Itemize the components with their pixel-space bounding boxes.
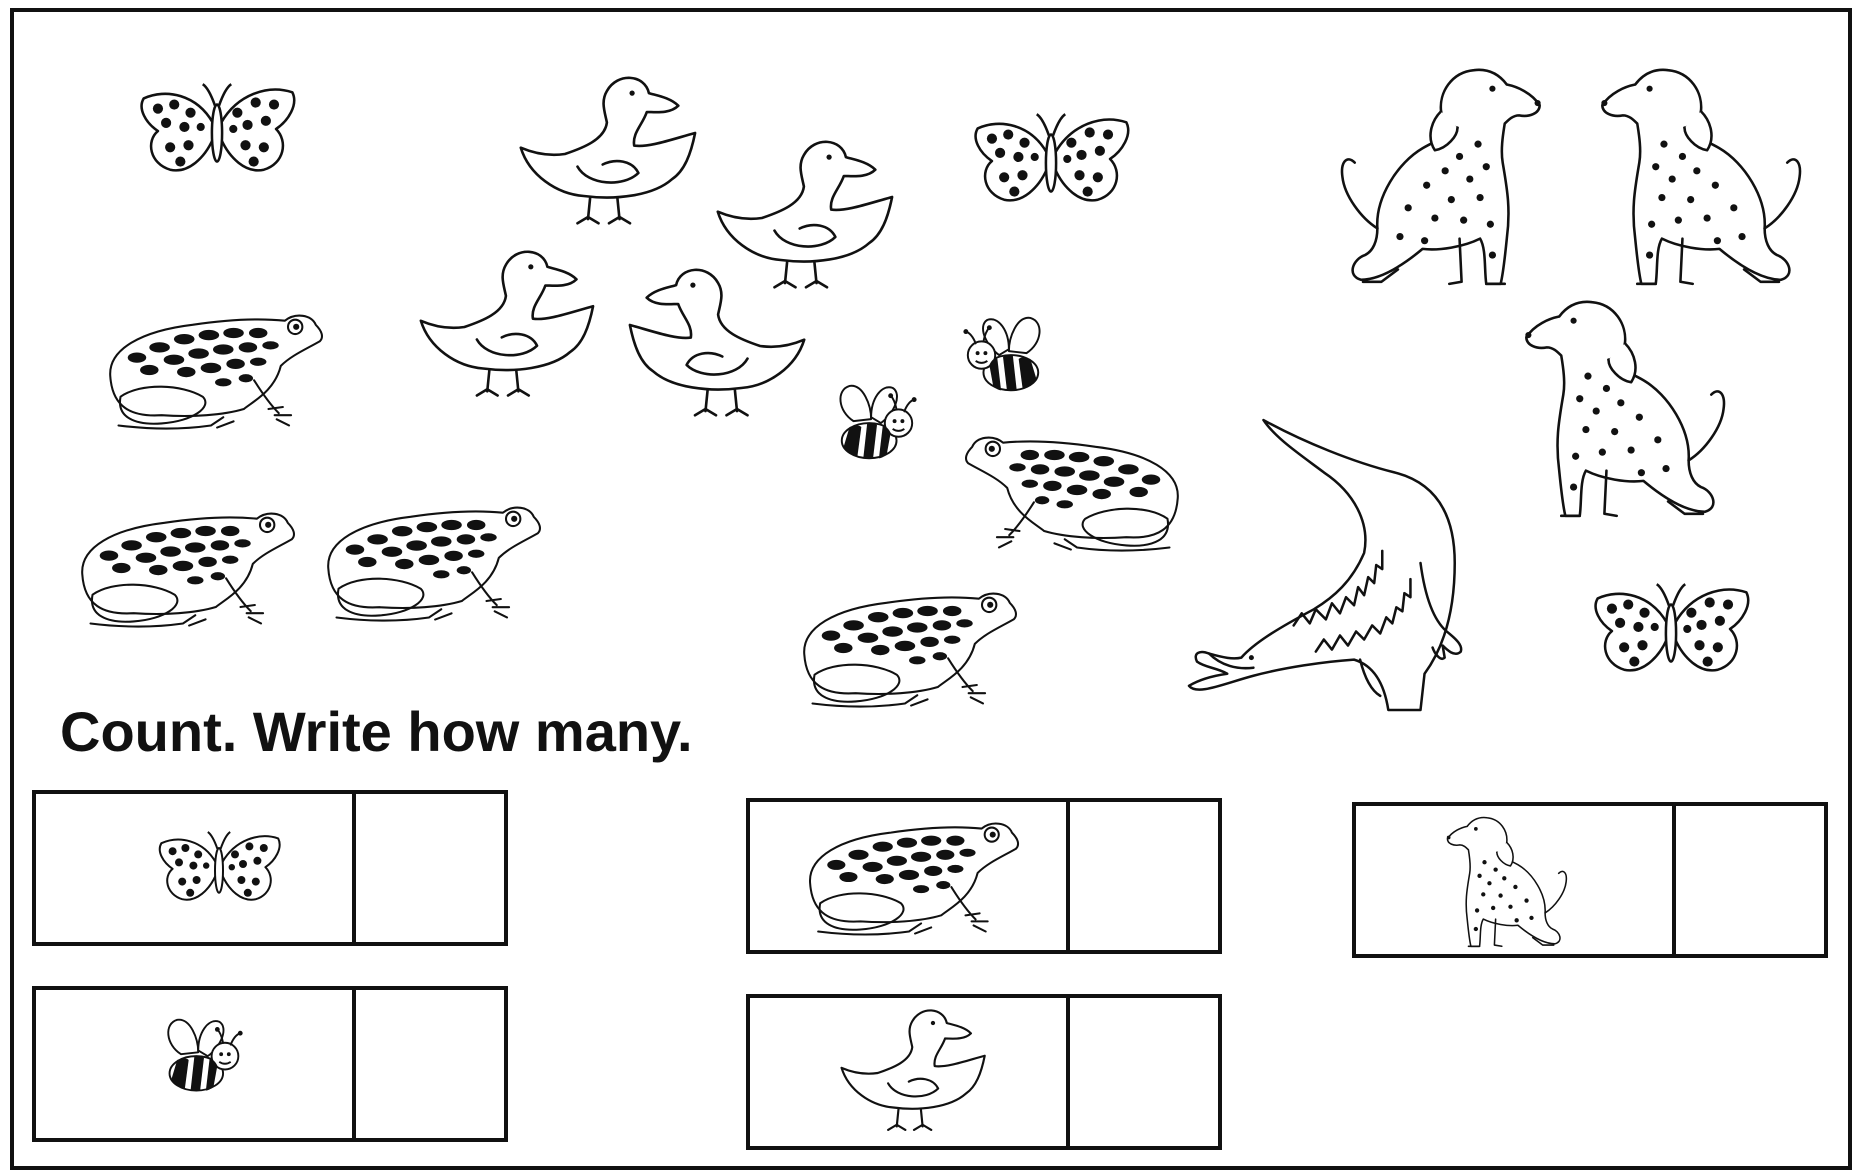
frog-icon	[962, 430, 1188, 554]
frog-icon	[794, 586, 1020, 710]
frog-icon	[72, 506, 298, 630]
frog-icon	[100, 308, 326, 432]
answer-box-butterfly	[32, 790, 508, 946]
answer-picture-cell	[750, 998, 1070, 1146]
worksheet	[10, 8, 1852, 1170]
answer-picture-cell	[1356, 806, 1676, 954]
answer-picture-cell	[36, 794, 356, 942]
butterfly-icon	[966, 104, 1136, 216]
butterfly-icon	[132, 74, 302, 186]
frog-icon	[318, 500, 544, 624]
answer-write-cell[interactable]	[1074, 802, 1218, 950]
frog-icon	[800, 812, 1022, 942]
dalmatian-dog-icon	[1438, 814, 1578, 950]
dalmatian-dog-icon	[1598, 64, 1808, 290]
duck-icon	[618, 262, 814, 430]
dalmatian-dog-icon	[1334, 64, 1544, 290]
answer-box-duck	[746, 994, 1222, 1150]
butterfly-icon	[154, 824, 284, 912]
answer-write-cell[interactable]	[360, 794, 504, 942]
bee-icon	[160, 1016, 246, 1102]
duck-icon	[510, 70, 708, 238]
duck-icon	[834, 1004, 994, 1142]
bee-icon	[832, 382, 920, 470]
bee-icon	[960, 314, 1048, 402]
crocodile-icon	[1174, 412, 1514, 714]
answer-box-dalmatian-dog	[1352, 802, 1828, 958]
answer-box-bee	[32, 986, 508, 1142]
answer-write-cell[interactable]	[1680, 806, 1824, 954]
answer-box-frog	[746, 798, 1222, 954]
answer-write-cell[interactable]	[1074, 998, 1218, 1146]
duck-icon	[410, 244, 606, 410]
dalmatian-dog-icon	[1522, 296, 1732, 522]
answer-picture-cell	[36, 990, 356, 1138]
butterfly-icon	[1586, 574, 1756, 686]
answer-write-cell[interactable]	[360, 990, 504, 1138]
instruction-heading: Count. Write how many.	[60, 700, 693, 763]
answer-picture-cell	[750, 802, 1070, 950]
